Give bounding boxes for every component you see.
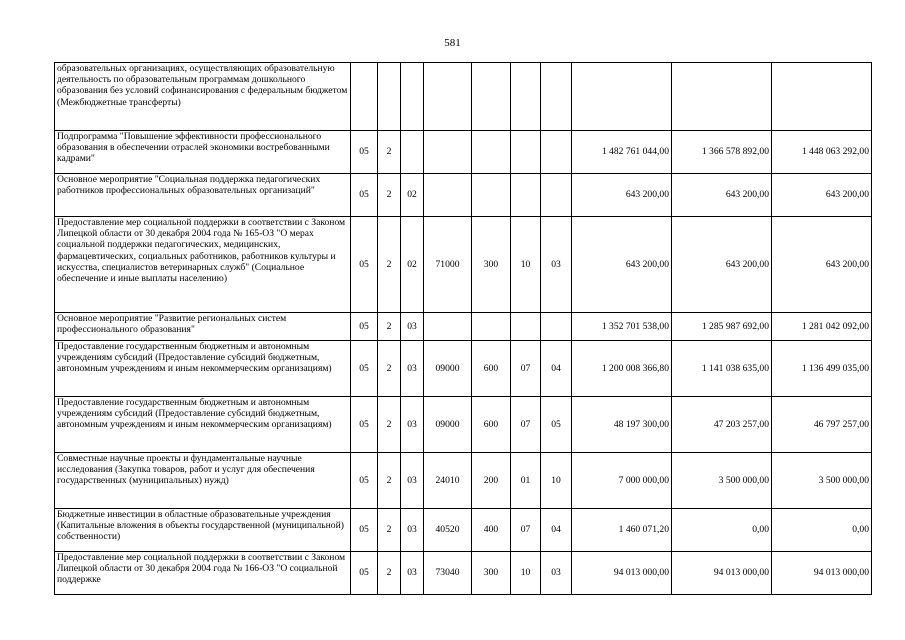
section-code-cell: 05 (351, 174, 378, 217)
expense-type-cell (472, 313, 511, 341)
expense-type-cell: 600 (472, 341, 511, 397)
section-code-cell: 05 (351, 313, 378, 341)
amount-year1-cell: 1 482 761 044,00 (572, 131, 672, 174)
amount-year2-cell: 1 285 987 692,00 (672, 313, 772, 341)
table-row (55, 63, 872, 131)
direction-code-cell: 40520 (424, 509, 472, 552)
amount-year3-cell: 0,00 (772, 509, 872, 552)
expense-type-cell (472, 63, 511, 131)
subsection-cell: 01 (511, 453, 541, 509)
table-row (55, 313, 872, 341)
amount-year1-cell: 7 000 000,00 (572, 453, 672, 509)
amount-year2-cell (672, 63, 772, 131)
row-name-cell: Подпрограмма "Повышение эффективности профессионального образования в обеспечении отраслей экономики востребованными кадрами" (55, 131, 351, 174)
program-code-cell: 2 (378, 453, 401, 509)
row-name-cell: Предоставление государственным бюджетным и автономным учреждениям субсидий (Предоставление субсидий бюджетным, автономным учреждениям и иным некоммерческим организациям) (55, 341, 351, 397)
subsection-cell (511, 131, 541, 174)
table-body (55, 63, 872, 595)
amount-year2-cell: 643 200,00 (672, 217, 772, 313)
activity-code-cell: 03 (401, 397, 424, 453)
program-code-cell: 2 (378, 552, 401, 595)
direction-code-cell: 71000 (424, 217, 472, 313)
budget-table (54, 62, 872, 595)
row-name-cell: Предоставление мер социальной поддержки в соответствии с Законом Липецкой области от 30 декабря 2004 года № 166-ОЗ "О социальной поддержке (55, 552, 351, 595)
activity-code-cell: 03 (401, 341, 424, 397)
activity-code-cell: 03 (401, 313, 424, 341)
activity-code-cell (401, 131, 424, 174)
amount-year2-cell: 1 366 578 892,00 (672, 131, 772, 174)
expense-type-cell: 300 (472, 552, 511, 595)
page-number: 581 (444, 37, 461, 49)
section-code-cell: 05 (351, 453, 378, 509)
amount-year3-cell (772, 63, 872, 131)
table-row (55, 453, 872, 509)
direction-code-cell: 73040 (424, 552, 472, 595)
subsection-cell: 10 (511, 552, 541, 595)
direction-code-cell (424, 174, 472, 217)
activity-code-cell: 03 (401, 453, 424, 509)
section-code-cell: 05 (351, 552, 378, 595)
section-code-cell: 05 (351, 217, 378, 313)
paragraph-cell (541, 313, 572, 341)
amount-year2-cell: 643 200,00 (672, 174, 772, 217)
amount-year2-cell: 47 203 257,00 (672, 397, 772, 453)
table-row (55, 509, 872, 552)
paragraph-cell: 04 (541, 341, 572, 397)
row-name-cell: Предоставление государственным бюджетным и автономным учреждениям субсидий (Предоставление субсидий бюджетным, автономным учреждениям и иным некоммерческим организациям) (55, 397, 351, 453)
expense-type-cell: 200 (472, 453, 511, 509)
paragraph-cell: 03 (541, 552, 572, 595)
amount-year3-cell: 1 136 499 035,00 (772, 341, 872, 397)
amount-year1-cell: 1 352 701 538,00 (572, 313, 672, 341)
direction-code-cell (424, 63, 472, 131)
amount-year3-cell: 1 281 042 092,00 (772, 313, 872, 341)
direction-code-cell: 09000 (424, 397, 472, 453)
table-row (55, 131, 872, 174)
amount-year3-cell: 1 448 063 292,00 (772, 131, 872, 174)
program-code-cell: 2 (378, 397, 401, 453)
program-code-cell: 2 (378, 509, 401, 552)
amount-year3-cell: 94 013 000,00 (772, 552, 872, 595)
amount-year3-cell: 46 797 257,00 (772, 397, 872, 453)
subsection-cell (511, 174, 541, 217)
paragraph-cell: 05 (541, 397, 572, 453)
activity-code-cell: 03 (401, 509, 424, 552)
expense-type-cell: 600 (472, 397, 511, 453)
section-code-cell: 05 (351, 131, 378, 174)
row-name-cell: Основное мероприятие "Социальная поддержка педагогических работников профессиональных образовательных организаций" (55, 174, 351, 217)
program-code-cell: 2 (378, 174, 401, 217)
program-code-cell: 2 (378, 341, 401, 397)
section-code-cell: 05 (351, 341, 378, 397)
program-code-cell: 2 (378, 313, 401, 341)
amount-year2-cell: 1 141 038 635,00 (672, 341, 772, 397)
subsection-cell: 10 (511, 217, 541, 313)
paragraph-cell: 10 (541, 453, 572, 509)
paragraph-cell (541, 63, 572, 131)
amount-year1-cell: 94 013 000,00 (572, 552, 672, 595)
expense-type-cell: 300 (472, 217, 511, 313)
direction-code-cell: 24010 (424, 453, 472, 509)
amount-year2-cell: 94 013 000,00 (672, 552, 772, 595)
direction-code-cell (424, 131, 472, 174)
amount-year3-cell: 643 200,00 (772, 174, 872, 217)
program-code-cell (378, 63, 401, 131)
activity-code-cell (401, 63, 424, 131)
activity-code-cell: 02 (401, 174, 424, 217)
amount-year3-cell: 3 500 000,00 (772, 453, 872, 509)
amount-year2-cell: 3 500 000,00 (672, 453, 772, 509)
direction-code-cell (424, 313, 472, 341)
amount-year1-cell: 48 197 300,00 (572, 397, 672, 453)
row-name-cell: Бюджетные инвестиции в областные образовательные учреждения (Капитальные вложения в объекты государственной (муниципальной) собственности) (55, 509, 351, 552)
row-name-cell: Предоставление мер социальной поддержки в соответствии с Законом Липецкой области от 30 декабря 2004 года № 165-ОЗ "О мерах социальной поддержки педагогических, медицинских, фармацевтических, социальных работников, работников культуры и искусства, специалистов ветеринарных служб" (Социальное обеспечение и иные выплаты населению) (55, 217, 351, 313)
activity-code-cell: 03 (401, 552, 424, 595)
table-row (55, 217, 872, 313)
program-code-cell: 2 (378, 131, 401, 174)
paragraph-cell: 03 (541, 217, 572, 313)
amount-year1-cell: 1 200 008 366,80 (572, 341, 672, 397)
program-code-cell: 2 (378, 217, 401, 313)
amount-year3-cell: 643 200,00 (772, 217, 872, 313)
amount-year1-cell: 643 200,00 (572, 217, 672, 313)
paragraph-cell (541, 174, 572, 217)
subsection-cell (511, 313, 541, 341)
amount-year1-cell: 643 200,00 (572, 174, 672, 217)
amount-year1-cell (572, 63, 672, 131)
section-code-cell (351, 63, 378, 131)
section-code-cell: 05 (351, 397, 378, 453)
section-code-cell: 05 (351, 509, 378, 552)
paragraph-cell: 04 (541, 509, 572, 552)
direction-code-cell: 09000 (424, 341, 472, 397)
expense-type-cell: 400 (472, 509, 511, 552)
subsection-cell: 07 (511, 341, 541, 397)
amount-year2-cell: 0,00 (672, 509, 772, 552)
subsection-cell: 07 (511, 397, 541, 453)
table-row (55, 174, 872, 217)
table-row (55, 341, 872, 397)
row-name-cell: Основное мероприятие "Развитие региональных систем профессионального образования" (55, 313, 351, 341)
subsection-cell (511, 63, 541, 131)
table-row (55, 552, 872, 595)
expense-type-cell (472, 131, 511, 174)
subsection-cell: 07 (511, 509, 541, 552)
expense-type-cell (472, 174, 511, 217)
activity-code-cell: 02 (401, 217, 424, 313)
paragraph-cell (541, 131, 572, 174)
row-name-cell: образовательных организациях, осуществляющих образовательную деятельность по образовательным программам дошкольного образования без условий софинансирования с федеральным бюджетом (Межбюджетные трансферты) (55, 63, 351, 131)
table-row (55, 397, 872, 453)
row-name-cell: Совместные научные проекты и фундаментальные научные исследования (Закупка товаров, работ и услуг для обеспечения государственных (муниципальных) нужд) (55, 453, 351, 509)
amount-year1-cell: 1 460 071,20 (572, 509, 672, 552)
